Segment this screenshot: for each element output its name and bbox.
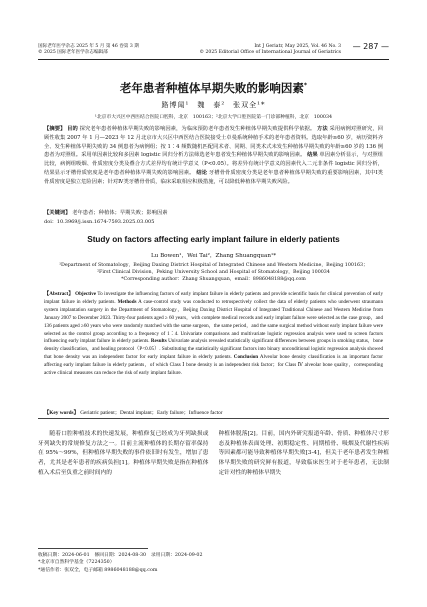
footnotes (38, 552, 389, 574)
footnote-funding: *北京市自然科学基金（7224350） (38, 560, 115, 566)
title-cn: 老年患者种植体早期失败的影响因素* (119, 81, 308, 95)
abstract-separator (38, 418, 389, 419)
abstract-en-conclusion-label: Conclusion (233, 354, 259, 361)
page-number: — 287 — (352, 42, 389, 51)
title-en: Study on factors affecting early implant failure in elderly patients (87, 235, 340, 244)
abstract-en-methods: A case-control study was conducted to retrospectively collect the data of elderly patients who underwent straumann system implantation surgery in the Department of Stomatology，Beijing Daxing District Hospital of Integrated Traditional Chinese and Western Medicine from January 2007 to December 2023. Thirty-four patients aged ≥ 60 years，with complete medical records and early implant failure were selected as the case group，and 136 patients aged ≥60 years who were randomly matched with the same surgeon，the same period，and the same surgical method without early implant failure were selected as the control group according to a frequency of 1∶4. Univariate comparisons and multivariate logistic regression analysis were used to screen factors influencing early implant failure in elderly patients. (44, 298, 384, 345)
footnote-dates: 收稿日期：2024-06-01 修回日期：2024-08-30 录用日期：2024-09-02 (38, 553, 203, 558)
abstract-en-conclusion: Alveolar bone density classification is an important factor affecting early implant failure in elderly patients，of which Class Ⅰ bone density is an independent risk factor；for Class Ⅳ alveolar bone quality，corresponding active clinical measures can reduce the risk of early implant failure. (44, 354, 383, 377)
abstract-en-results: Univariate analysis revealed statistically significant differences between groups in smoking status，bone density classification，and healing protocol（P<0.05）. Substituting the statistically significant factors into binary unconditional logistic regression analysis showed that bone density was an independent factor for early implant failure in elderly patients. (44, 338, 383, 361)
abstract-en-objective-label: Objective (75, 291, 97, 297)
footnote-correspondence: *通信作者：张双全，电子邮箱 8986048188@qq.com (38, 567, 158, 573)
affiliation-en-2: ²First Clinical Division，Peking University School and Hospital of Stomatology，Beijing 100034 (97, 270, 330, 275)
body-paragraph-right: 种植体脱落[2]。目前，国内外研究报道年龄、骨质、种植体尺寸形态及种植体表面处理、初期稳定性、同期植骨、吸烟及代谢性疾病等因素都可能导致种植体早期失败[3-4]，但关于老年患者发生种植体早期失败的研究鲜有报道，导致临床医生对于老年患者，无法制定针对性的种植体早期失 (218, 431, 389, 476)
abstract-cn-conclusion: 牙槽骨骨质密度分类是老年患者种植体早期失败的重要影响因素，其中Ⅰ类骨质密度是独立危险因素；针对Ⅳ类牙槽骨骨质，临床采取相应积极措施，可以降低种植体早期失败风险。 (44, 169, 383, 185)
affiliations-en (38, 262, 389, 283)
abstract-cn-results: 单因素分析显示，与对照组比较，病例组吸烟、骨质密度分类及叠合方式差异均有统计学意义（P<0.05）。将差异有统计学意义的因素代入二元非条件 logistic 回归分析，结果显示牙槽骨质密度是老年患者种植体早期失败的影响因素。 (44, 152, 383, 176)
abstract-cn-methods-label: 方法 (317, 126, 328, 132)
abstract-en-methods-label: Methods (117, 298, 137, 305)
authors-cn: 路博闻¹ 魏 泰² 张双全¹* (161, 101, 266, 109)
abstract-en-label: 【Abstract】 (44, 291, 74, 297)
body-paragraph-left: 随着口腔种植技术的快速发展，种植修复已经成为牙列缺损或牙列缺失的常规修复方法之一。目前主流种植体的长期存留率保持在 95%～99%，但种植体早期失败的事件依旧时有发生，增加了患者，尤其是老年患者的疾病负担[1]。种植体早期失败是指在种植体植入术后至负重之前时间内的 (38, 431, 209, 476)
abstract-en-objective: To investigate the influencing factors of early implant failure in elderly patients and provide scientific basis for clinical prevention of early implant failure in elderly patients. (44, 291, 384, 305)
running-header (38, 44, 389, 56)
abstract-cn-objective: 探究老年患者种植体早期失败的影响因素，为临床预防老年患者发生种植体早期失败提供科学依据。 (79, 126, 316, 132)
header-rule (38, 59, 389, 60)
authors-en: Lu Bowen¹，Wei Tai²，Zhang Shuangquan¹* (150, 253, 277, 259)
body-text (38, 430, 389, 540)
header-journal-cn: 国际老年医学杂志 2025 年 5 月 第 46 卷第 3 期 (38, 44, 139, 49)
footnote-rule (38, 548, 148, 549)
title-fund-mark: * (303, 82, 308, 90)
affiliation-en-1: ¹Department of Stomatology，Beijing Daxing District Hospital of Integrated Chinese and Western Medicine，Beijing 100163； (59, 263, 368, 268)
abstract-en-results-label: Results (150, 338, 167, 345)
abstract-cn-conclusion-label: 结论 (196, 169, 208, 176)
corresponding-author-en: *Corresponding author：Zhang Shuangquan，email：8986048188@qq.com (121, 277, 306, 282)
header-journal-en: Int J Geriatr, May 2025, Vol. 46 No. 3 (254, 44, 341, 49)
header-copyright-en: © 2025 Editorial Office of International Journal of Geriatrics (199, 50, 341, 55)
keywords-cn: 【关键词】 老年患者；种植体；早期失败；影响因素 (44, 210, 168, 216)
abstract-cn-results-label: 结果 (307, 152, 318, 159)
keywords-en: 【Key words】 Geriatric patient；Dental implant；Early failure；Influence factor (44, 410, 223, 416)
affiliations-cn: ¹北京市大兴区中西医结合医院口腔科，北京 100163；²北京大学口腔医院第一门诊部种植科，北京 100034 (94, 115, 333, 120)
abstract-cn-objective-label: 目的 (67, 126, 78, 132)
body-column-left (38, 430, 209, 540)
header-copyright-cn: © 2025 国际老年医学杂志编辑部 (38, 50, 108, 55)
abstract-cn-label: 【摘要】 (44, 126, 66, 132)
doi: doi：10.3969/j.issn.1674-7593.2025.03.005 (44, 219, 155, 225)
abstract-cn-methods: 采用病例对照研究，回顾性收集 2007 年 1 月—2023 年 12 月北京市大兴区中西医结合医院接受士卓曼系统种植手术的老年患者资料。选取年龄≥60 岁，病历资料齐全、发生种植体早期失败的 34 例患者为病例组；按 1∶4 频数随机匹配同术者、同期、同类术式未发生种植体早期失败的年龄≥60 岁的 136 例患者为对照组。采用单因素比较和多因素 logistic 回归分析方法筛选老年患者发生种植体早期失败的影响因素。 (44, 126, 383, 159)
body-column-right (219, 430, 390, 540)
abstract-en (44, 291, 383, 378)
abstract-cn (44, 125, 383, 187)
